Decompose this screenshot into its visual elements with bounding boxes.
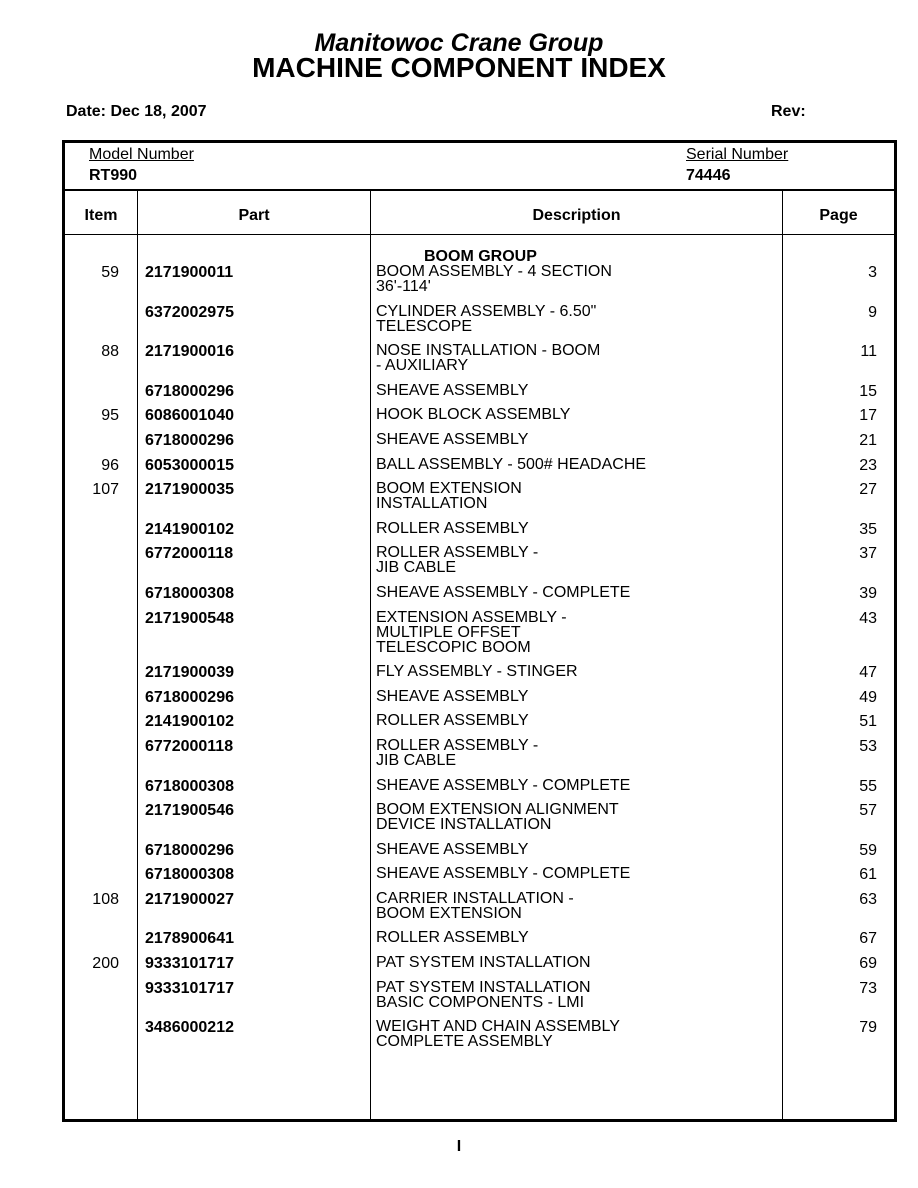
description-line: SHEAVE ASSEMBLY	[376, 840, 529, 858]
description-line: ROLLER ASSEMBLY	[376, 712, 529, 730]
description	[376, 930, 529, 945]
description	[376, 1019, 620, 1049]
description-line: BOOM EXTENSION ALIGNMENT	[376, 801, 619, 819]
page-reference: 53	[859, 737, 877, 755]
page-reference: 11	[860, 343, 877, 361]
description-line: SHEAVE ASSEMBLY	[376, 687, 529, 705]
table-row	[65, 955, 894, 980]
table-row	[65, 407, 894, 432]
description-line: MULTIPLE OFFSET	[376, 623, 521, 641]
description	[376, 689, 528, 704]
table-row	[65, 866, 894, 891]
table-row	[65, 664, 894, 689]
description	[376, 407, 570, 422]
item-number: 200	[92, 955, 119, 973]
table-row	[65, 610, 894, 665]
description-line: ROLLER ASSEMBLY -	[376, 544, 539, 562]
table-row	[65, 343, 894, 383]
part-number: 2171900027	[145, 890, 234, 908]
description-line: HOOK BLOCK ASSEMBLY	[376, 406, 571, 424]
part-number: 9333101717	[145, 979, 234, 997]
description-line: CARRIER INSTALLATION -	[376, 889, 574, 907]
description	[376, 545, 538, 575]
part-number: 6053000015	[145, 456, 234, 474]
page-reference: 15	[859, 382, 877, 400]
component-index-table	[62, 140, 897, 1122]
part-number: 2171900546	[145, 802, 234, 820]
page-reference: 37	[859, 545, 877, 563]
page-reference: 23	[859, 456, 877, 474]
page-reference: 73	[859, 979, 877, 997]
table-row	[65, 585, 894, 610]
part-number: 2171900039	[145, 664, 234, 682]
column-header-divider	[65, 234, 894, 235]
table-row	[65, 545, 894, 585]
table-row	[65, 930, 894, 955]
table-row	[65, 980, 894, 1020]
description-line: DEVICE INSTALLATION	[376, 816, 552, 834]
description-line: CYLINDER ASSEMBLY - 6.50"	[376, 302, 597, 320]
page-reference: 51	[859, 713, 877, 731]
page-reference: 69	[859, 955, 877, 973]
part-number: 6372002975	[145, 303, 234, 321]
part-number: 6718000308	[145, 584, 234, 602]
page-reference: 17	[859, 407, 877, 425]
part-number: 6718000296	[145, 688, 234, 706]
company-name: Manitowoc Crane Group	[314, 29, 604, 57]
page-reference: 57	[859, 802, 877, 820]
description-line: SHEAVE ASSEMBLY	[376, 430, 529, 448]
description-line: COMPLETE ASSEMBLY	[376, 1033, 553, 1051]
part-number: 3486000212	[145, 1019, 234, 1037]
description-line: BOOM EXTENSION	[376, 904, 522, 922]
table-row	[65, 457, 894, 482]
description-line: NOSE INSTALLATION - BOOM	[376, 342, 601, 360]
table-row	[65, 689, 894, 714]
description	[376, 457, 646, 472]
page-reference: 21	[859, 431, 877, 449]
table-row	[65, 738, 894, 778]
description-line: BOOM ASSEMBLY - 4 SECTION	[376, 263, 612, 280]
description-line: BASIC COMPONENTS - LMI	[376, 993, 585, 1011]
table-row	[65, 1019, 894, 1059]
item-number: 107	[92, 481, 119, 499]
column-header-item: Item	[84, 207, 118, 224]
description	[376, 664, 578, 679]
description	[376, 304, 596, 334]
page-reference: 59	[859, 841, 877, 859]
table-row	[65, 713, 894, 738]
item-number: 59	[101, 264, 119, 281]
part-number: 9333101717	[145, 955, 234, 973]
description	[376, 980, 591, 1010]
part-number: 2141900102	[145, 520, 234, 538]
description	[376, 521, 529, 536]
serial-number-value: 74446	[686, 167, 731, 184]
part-number: 6718000296	[145, 431, 234, 449]
page-reference: 55	[859, 777, 877, 795]
description-line: SHEAVE ASSEMBLY - COMPLETE	[376, 865, 631, 883]
description-line: FLY ASSEMBLY - STINGER	[376, 663, 578, 681]
description	[376, 481, 522, 511]
description-line: ROLLER ASSEMBLY -	[376, 736, 539, 754]
description	[376, 955, 591, 970]
description-line: SHEAVE ASSEMBLY - COMPLETE	[376, 583, 631, 601]
description	[376, 738, 538, 768]
document-title: MACHINE COMPONENT INDEX	[252, 52, 666, 83]
table-row	[65, 264, 894, 304]
page-reference: 61	[859, 866, 877, 884]
page-reference: 63	[859, 890, 877, 908]
model-number-label: Model Number	[89, 146, 194, 163]
part-number: 6718000308	[145, 777, 234, 795]
table-row	[65, 842, 894, 867]
description	[376, 264, 612, 294]
description-line: WEIGHT AND CHAIN ASSEMBLY	[376, 1018, 620, 1036]
page-reference: 35	[859, 520, 877, 538]
description-line: TELESCOPE	[376, 317, 473, 335]
description	[376, 585, 630, 600]
part-number: 2141900102	[145, 713, 234, 731]
table-row	[65, 304, 894, 344]
page-reference: 9	[868, 303, 877, 321]
description	[376, 343, 600, 373]
page-reference: 43	[859, 609, 877, 627]
model-number-value: RT990	[89, 167, 138, 184]
part-number: 2171900035	[145, 481, 234, 499]
page-reference: 27	[859, 481, 877, 499]
part-number: 6718000296	[145, 841, 234, 859]
description	[376, 866, 630, 881]
page-reference: 79	[859, 1019, 877, 1037]
table-row	[65, 481, 894, 521]
table-row	[65, 802, 894, 842]
item-number: 88	[101, 343, 119, 361]
group-heading: BOOM GROUP	[424, 248, 537, 265]
part-number: 2171900016	[145, 343, 234, 361]
column-header-page: Page	[819, 207, 858, 224]
part-number: 2178900641	[145, 930, 234, 948]
part-number: 2171900548	[145, 609, 234, 627]
item-number: 96	[101, 456, 119, 474]
serial-number-label: Serial Number	[686, 146, 789, 163]
table-row	[65, 521, 894, 546]
description-line: JIB CABLE	[376, 751, 457, 769]
description-line: JIB CABLE	[376, 559, 457, 577]
description-line: PAT SYSTEM INSTALLATION	[376, 954, 591, 972]
description	[376, 713, 529, 728]
table-row	[65, 778, 894, 803]
item-number: 95	[101, 407, 119, 425]
table-row	[65, 432, 894, 457]
table-row	[65, 383, 894, 408]
description-line: - AUXILIARY	[376, 357, 469, 375]
description-line: EXTENSION ASSEMBLY -	[376, 608, 567, 626]
description	[376, 802, 619, 832]
page-reference: 47	[859, 664, 877, 682]
description	[376, 778, 630, 793]
page-reference: 39	[859, 584, 877, 602]
column-header-part: Part	[238, 207, 270, 224]
table-row	[65, 891, 894, 931]
description	[376, 842, 528, 857]
page-reference: 49	[859, 688, 877, 706]
part-number: 6718000308	[145, 866, 234, 884]
document-date: Date: Dec 18, 2007	[66, 103, 207, 120]
page-reference: 67	[859, 930, 877, 948]
description	[376, 383, 528, 398]
description-line: ROLLER ASSEMBLY	[376, 519, 529, 537]
part-number: 6718000296	[145, 382, 234, 400]
item-number: 108	[92, 890, 119, 908]
page-reference: 3	[868, 264, 877, 281]
table-body	[65, 264, 894, 1059]
description-line: TELESCOPIC BOOM	[376, 638, 531, 656]
revision-label: Rev:	[771, 103, 806, 120]
column-header-description: Description	[532, 207, 621, 224]
part-number: 6086001040	[145, 407, 234, 425]
description-line: BALL ASSEMBLY - 500# HEADACHE	[376, 455, 647, 473]
description-line: BOOM EXTENSION	[376, 480, 522, 498]
part-number: 6772000118	[145, 545, 234, 563]
description-line: ROLLER ASSEMBLY	[376, 929, 529, 947]
description-line: INSTALLATION	[376, 495, 488, 513]
description-line: PAT SYSTEM INSTALLATION	[376, 978, 591, 996]
part-number: 6772000118	[145, 737, 234, 755]
description-line: SHEAVE ASSEMBLY	[376, 381, 529, 399]
description-line: 36'-114'	[376, 278, 431, 295]
description	[376, 432, 528, 447]
description	[376, 610, 567, 655]
description	[376, 891, 574, 921]
description-line: SHEAVE ASSEMBLY - COMPLETE	[376, 776, 631, 794]
part-number: 2171900011	[145, 264, 234, 281]
header-divider	[65, 189, 894, 191]
page-number: I	[456, 1138, 462, 1155]
